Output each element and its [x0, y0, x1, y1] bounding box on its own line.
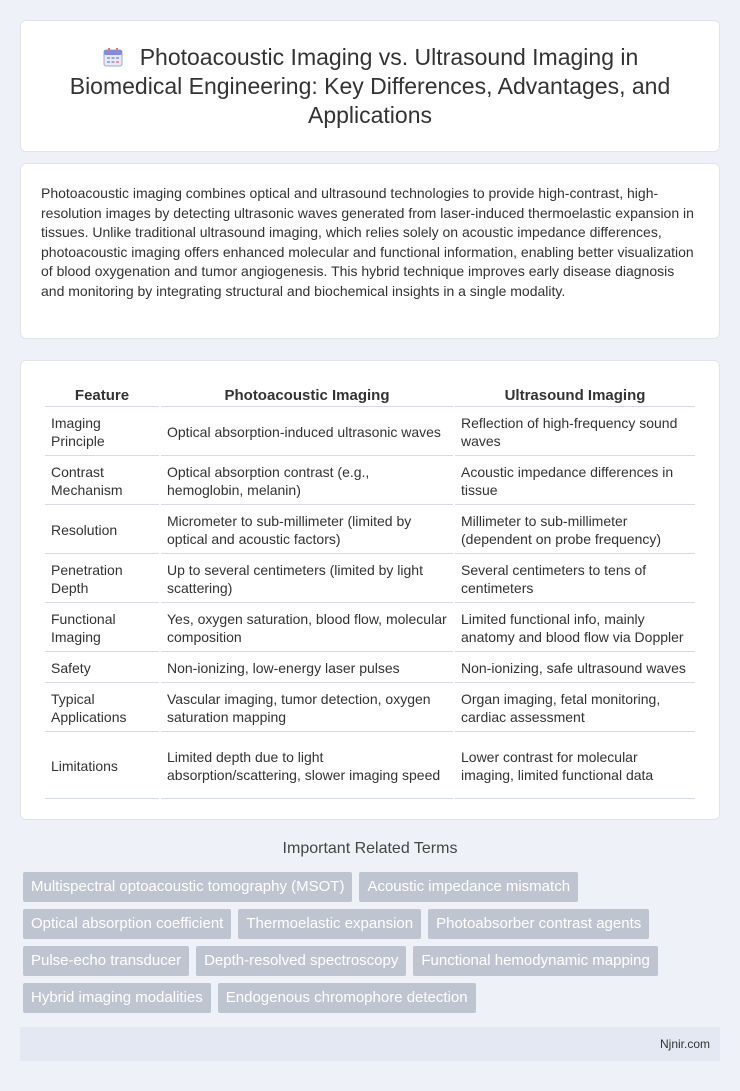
table-row: [45, 734, 695, 799]
table-row: [45, 507, 695, 554]
related-term-tag[interactable]: Optical absorption coefficient: [23, 909, 231, 939]
title-card: [20, 20, 720, 152]
header-ultrasound: Ultrasound Imaging: [455, 385, 695, 407]
header-feature: Feature: [45, 385, 159, 407]
table-cell: Non-ionizing, low-energy laser pulses: [161, 654, 453, 683]
related-term-tag[interactable]: Thermoelastic expansion: [238, 909, 421, 939]
related-term-tag[interactable]: Hybrid imaging modalities: [23, 983, 211, 1013]
table-cell: Limited depth due to light absorption/scattering, slower imaging speed: [161, 734, 453, 799]
table-cell: Micrometer to sub-millimeter (limited by optical and acoustic factors): [161, 507, 453, 554]
table-cell: Typical Applications: [45, 685, 159, 732]
table-cell: Resolution: [45, 507, 159, 554]
table-cell: Yes, oxygen saturation, blood flow, molecular composition: [161, 605, 453, 652]
table-header-row: [45, 385, 695, 407]
comparison-table: [43, 383, 697, 801]
table-cell: Limited functional info, mainly anatomy and blood flow via Doppler: [455, 605, 695, 652]
table-row: [45, 458, 695, 505]
comparison-card: [20, 360, 720, 820]
calendar-icon: [102, 46, 124, 68]
table-cell: Penetration Depth: [45, 556, 159, 603]
table-cell: Functional Imaging: [45, 605, 159, 652]
table-cell: Vascular imaging, tumor detection, oxygen saturation mapping: [161, 685, 453, 732]
table-cell: Optical absorption contrast (e.g., hemoglobin, melanin): [161, 458, 453, 505]
related-term-tag[interactable]: Depth-resolved spectroscopy: [196, 946, 406, 976]
table-cell: Optical absorption-induced ultrasonic waves: [161, 409, 453, 456]
table-row: [45, 685, 695, 732]
related-term-tag[interactable]: Pulse-echo transducer: [23, 946, 189, 976]
page-title: [51, 43, 689, 130]
table-row: [45, 605, 695, 652]
intro-paragraph: Photoacoustic imaging combines optical and ultrasound technologies to provide high-contrast, high-resolution images by detecting ultrasonic waves generated from laser-induced thermoelastic expansion in tissues. Unlike traditional ultrasound imaging, which relies solely on acoustic impedance differences, photoacoustic imaging offers enhanced molecular and functional information, enabling better visualization of blood oxygenation and tumor angiogenesis. This hybrid technique improves early disease diagnosis and monitoring by integrating structural and biochemical insights in a single modality.: [41, 185, 694, 299]
related-term-tag[interactable]: Endogenous chromophore detection: [218, 983, 476, 1013]
table-cell: Contrast Mechanism: [45, 458, 159, 505]
header-photoacoustic: Photoacoustic Imaging: [161, 385, 453, 407]
table-cell: Millimeter to sub-millimeter (dependent on probe frequency): [455, 507, 695, 554]
table-row: [45, 409, 695, 456]
table-cell: Reflection of high-frequency sound waves: [455, 409, 695, 456]
table-cell: Safety: [45, 654, 159, 683]
table-cell: Up to several centimeters (limited by light scattering): [161, 556, 453, 603]
table-cell: Lower contrast for molecular imaging, limited functional data: [455, 734, 695, 799]
table-cell: Non-ionizing, safe ultrasound waves: [455, 654, 695, 683]
related-term-tag[interactable]: Photoabsorber contrast agents: [428, 909, 649, 939]
intro-card: [20, 163, 720, 339]
page-title-text: Photoacoustic Imaging vs. Ultrasound Imaging in Biomedical Engineering: Key Differences, Advantages, and Applications: [69, 44, 671, 128]
table-row: [45, 654, 695, 683]
footer-site-link[interactable]: Njnir.com: [659, 1037, 710, 1051]
table-cell: Several centimeters to tens of centimeters: [455, 556, 695, 603]
footer: [20, 1027, 720, 1061]
table-cell: Organ imaging, fetal monitoring, cardiac assessment: [455, 685, 695, 732]
related-terms-list: [23, 872, 713, 1013]
table-row: [45, 556, 695, 603]
related-term-tag[interactable]: Acoustic impedance mismatch: [359, 872, 578, 902]
related-term-tag[interactable]: Multispectral optoacoustic tomography (MSOT): [23, 872, 352, 902]
related-terms-title: Important Related Terms: [282, 840, 458, 857]
table-cell: Acoustic impedance differences in tissue: [455, 458, 695, 505]
related-term-tag[interactable]: Functional hemodynamic mapping: [413, 946, 657, 976]
table-cell: Limitations: [45, 734, 159, 799]
table-cell: Imaging Principle: [45, 409, 159, 456]
